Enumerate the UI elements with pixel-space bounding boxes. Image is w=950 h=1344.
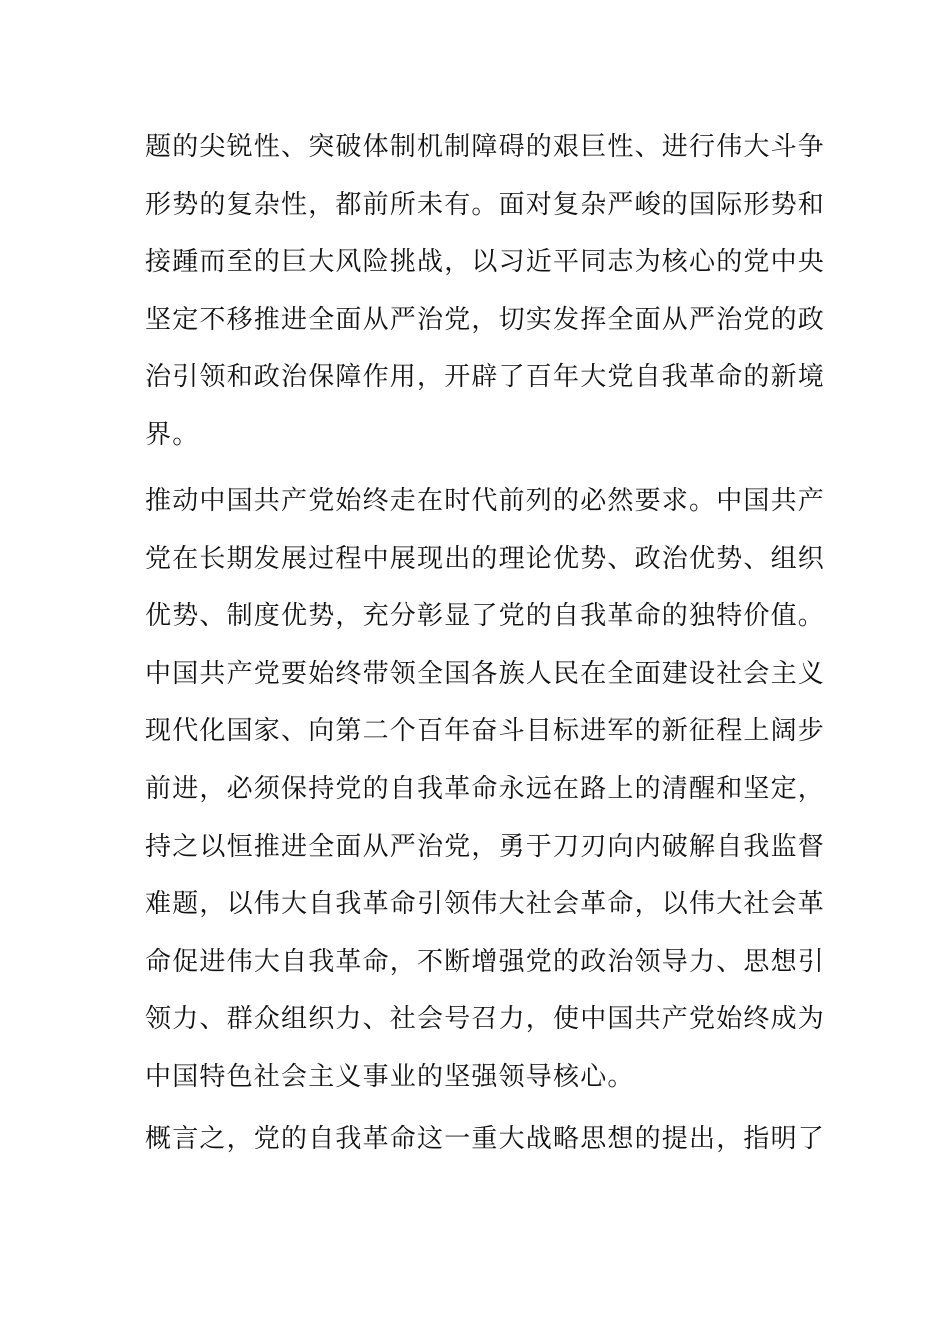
text-line: 前进，必须保持党的自我革命永远在路上的清醒和坚定，: [145, 773, 826, 804]
text-line: 题的尖锐性、突破体制机制障碍的艰巨性、进行伟大斗争: [145, 132, 826, 162]
text-line: 持之以恒推进全面从严治党，勇于刀刃向内破解自我监督: [145, 831, 826, 862]
text-line: 坚定不移推进全面从严治党，切实发挥全面从严治党的政: [145, 304, 826, 335]
text-line: 中国特色社会主义事业的坚强领导核心。: [145, 1061, 635, 1092]
paragraph-1: [145, 119, 826, 465]
text-line: 党在长期发展过程中展现出的理论优势、政治优势、组织: [145, 543, 826, 574]
paragraph-2: [145, 473, 826, 1107]
text-line: 现代化国家、向第二个百年奋斗目标进军的新征程上阔步: [145, 716, 826, 747]
text-line: 难题，以伟大自我革命引领伟大社会革命，以伟大社会革: [145, 889, 826, 920]
text-line: 命促进伟大自我革命，不断增强党的政治领导力、思想引: [145, 946, 826, 977]
text-line: 界。: [145, 419, 200, 450]
text-line: 形势的复杂性，都前所未有。面对复杂严峻的国际形势和: [145, 189, 826, 220]
text-line: 优势、制度优势，充分彰显了党的自我革命的独特价值。: [145, 601, 826, 632]
text-line: 概言之，党的自我革命这一重大战略思想的提出，指明了: [145, 1124, 826, 1154]
text-line: 推动中国共产党始终走在时代前列的必然要求。中国共产: [145, 486, 826, 516]
paragraph-3: [145, 1111, 826, 1169]
text-line: 接踵而至的巨大风险挑战，以习近平同志为核心的党中央: [145, 247, 826, 278]
text-line: 治引领和政治保障作用，开辟了百年大党自我革命的新境: [145, 362, 826, 393]
text-line: 中国共产党要始终带领全国各族人民在全面建设社会主义: [145, 658, 826, 689]
text-line: 领力、群众组织力、社会号召力，使中国共产党始终成为: [145, 1004, 826, 1035]
